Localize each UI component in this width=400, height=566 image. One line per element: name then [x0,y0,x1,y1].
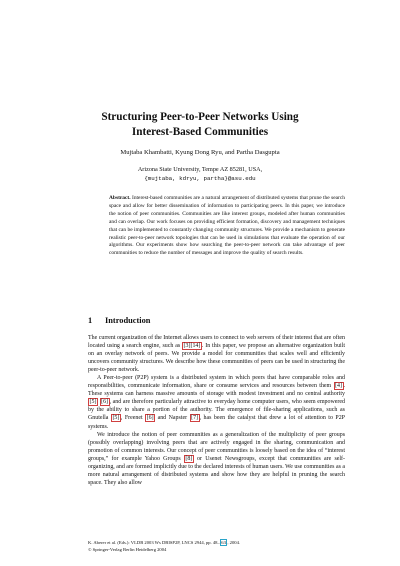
paragraph-text: We introduce the notion of peer communities as a generalization of the multiplicity of peer groups (possibly overlapping) involving peers that are actively engaged in the sharing, communication and promotion of common interests. Our concept of peer communities is loosely based on the idea of “interest groups,” for example Yahoo Groups [88,431,345,462]
paragraph-text: . These systems can harness massive amounts of storage with modest investment and no central authority [88,383,345,398]
paragraph-text: or Usenet Newsgroups, except that communities are self-organizing, and are formed implicitly due to the declared interests of human users. We use communities as a more natural arrangement of distributed systems and show how they are helpful in pruning the search space. They also allow [88,455,346,486]
page-range-link[interactable]: 63 [221,540,226,545]
citation-link[interactable]: [5] [89,399,97,406]
footer-text: K. Aberer et al. (Eds.): VLDB 2003 Ws DBISP2P, LNCS 2944, pp. 48– [88,540,220,545]
abstract [109,195,345,258]
affiliation-block [40,166,360,183]
abstract-text: Interest-based communities are a natural arrangement of distributed systems that prune the search space and allow for better dissemination of information to participating peers. In this paper, we introduce the notion of peer communities. Communities are like interest groups, modeled after human communities and can overlap. Our work focuses on providing efficient formation, discovery and management techniques that can be implemented to constantly changing community structures. We provide a mechanism to generate realistic peer-to-peer network topologies that can be used in simulations that evaluate the operation of our algorithms. Our experiments show how searching the peer-to-peer network can take advantage of peer communities to reduce the number of messages and improve the quality of search results. [109,195,345,257]
paragraph-2 [88,374,345,430]
title-line-1: Structuring Peer-to-Peer Networks Using [101,111,299,123]
section-number: 1 [88,316,93,325]
page-footer [88,540,348,553]
citation-link[interactable]: [6] [101,399,109,406]
paper-title [60,110,340,139]
citation-link[interactable]: [5] [112,415,120,422]
paragraph-text: , and are therefore particularly attractive to everyday home computer users, who seem empowered by the ability to share a portion of the authority. The emergence of file-sharing applications, such as Gnutella [88,399,345,422]
paragraph-1 [88,334,345,374]
paragraph-text: , has been the catalyst that drew a lot of attention to P2P systems. [88,415,345,430]
body-text [88,334,345,487]
affiliation: Arizona State University, Tempe AZ 85281, USA, [137,166,263,173]
paragraph-3 [88,431,345,487]
section-heading [88,316,150,325]
title-line-2: Interest-Based Communities [131,125,269,138]
author-emails: {mujtaba, kdryu, partha}@asu.edu [144,174,256,182]
paragraph-text: and Napster [155,415,190,422]
citation-link[interactable]: [6] [146,415,154,422]
footer-text: , 2004. [227,540,241,545]
citation-link[interactable]: [8] [185,455,193,462]
section-title: Introduction [105,316,151,325]
citation-link[interactable]: [7] [191,415,199,422]
copyright-line: © Springer-Verlag Berlin Heidelberg 2004 [88,546,167,552]
abstract-label: Abstract. [109,195,131,201]
citation-link[interactable]: [4] [335,383,343,390]
paragraph-text: . In this paper, we propose an alternative organization built on an overlay network of peers. We provide a model for communities that scales well and efficiently uncovers community structures. We describe how these communities of peers can be used in structuring the peer-to-peer network. [88,343,345,374]
citation-link[interactable]: [3][14] [183,343,201,350]
paragraph-text: The current organization of the Internet allows users to connect to web servers of their interest that are often located using a search engine, such as [88,335,345,350]
paragraph-text: A Peer-to-peer (P2P) system is a distributed system in which peers that have comparable roles and responsibilities, communicate information, share or consume services and resources between them [88,375,345,390]
footer-citation [88,540,348,547]
author-list: Mujtaba Khambatti, Kyung Dong Ryu, and Partha Dasgupta [120,149,280,156]
paragraph-text: , Freenet [120,415,146,422]
